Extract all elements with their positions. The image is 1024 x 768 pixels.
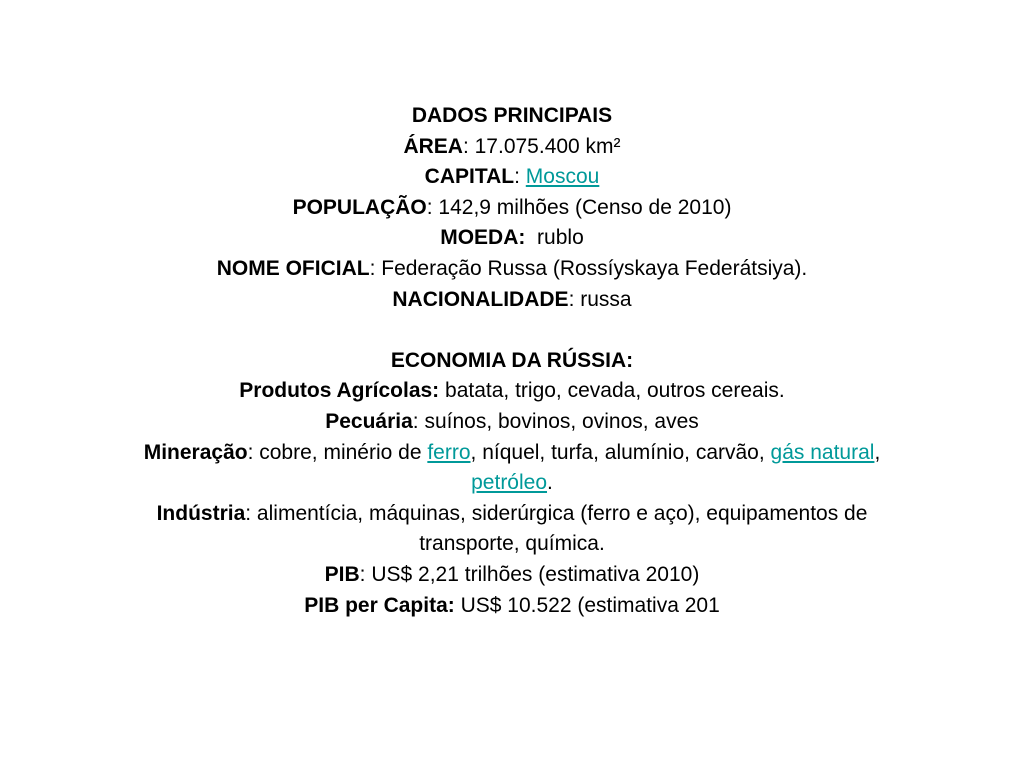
moeda-value: rublo [525,226,584,250]
section-spacer [40,315,984,346]
industria-line-2 [40,529,984,560]
industria-text-1: : alimentícia, máquinas, siderúrgica (ferro e aço), equipamentos de [245,501,868,525]
pecuaria-label: Pecuária [325,409,413,433]
pib-value: US$ 2,21 trilhões (estimativa 2010) [371,562,700,586]
mineracao-label: Mineração [143,440,248,464]
mineracao-link-petroleo[interactable]: petróleo [471,471,548,495]
nome-oficial-label: NOME OFICIAL [216,256,370,280]
populacao-label: POPULAÇÃO [292,195,427,219]
mineracao-link-ferro[interactable]: ferro [427,440,471,464]
industria-text-2: transporte, química. [419,532,605,556]
pib-line [40,560,984,591]
nacionalidade-sep: : [568,287,581,311]
mineracao-text-1: : cobre, minério de [247,440,428,464]
mineracao-line-1 [40,438,984,469]
nome-oficial-value: Federação Russa (Rossíyskaya Federátsiya). [381,256,808,280]
capital-line [40,162,984,193]
area-value: 17.075.400 km² [474,134,621,158]
industria-line-1 [40,499,984,530]
nome-oficial-sep: : [369,256,382,280]
dados-heading: DADOS PRINCIPAIS [411,104,613,127]
pib-label: PIB [324,562,360,586]
capital-link-moscou[interactable]: Moscou [525,165,600,189]
economia-heading-line [40,346,984,377]
mineracao-text-4: . [547,471,553,495]
area-line [40,132,984,163]
pib-per-capita-line [40,591,984,622]
nome-oficial-line [40,254,984,285]
pib-sep: : [359,562,372,586]
area-sep: : [462,134,475,158]
area-label: ÁREA [403,134,463,158]
pecuaria-value: suínos, bovinos, ovinos, aves [424,409,699,433]
agricolas-value: batata, trigo, cevada, outros cereais. [439,379,785,403]
pib-per-capita-label: PIB per Capita: [304,593,455,617]
moeda-line [40,223,984,254]
pib-per-capita-value: US$ 10.522 (estimativa 201 [454,593,720,617]
nacionalidade-line [40,285,984,316]
nacionalidade-label: NACIONALIDADE [392,287,569,311]
slide-text-block [40,101,984,621]
economia-heading: ECONOMIA DA RÚSSIA: [390,348,634,372]
agricolas-label: Produtos Agrícolas: [239,379,440,403]
industria-label: Indústria [156,501,246,525]
pecuaria-line [40,407,984,438]
mineracao-line-2 [40,468,984,499]
agricolas-line [40,376,984,407]
populacao-value: 142,9 milhões (Censo de 2010) [438,195,732,219]
populacao-line [40,193,984,224]
mineracao-text-2: , níquel, turfa, alumínio, carvão, [470,440,771,464]
mineracao-link-gas-natural[interactable]: gás natural [770,440,875,464]
capital-sep: : [514,165,526,189]
populacao-sep: : [426,195,439,219]
pecuaria-sep: : [412,409,425,433]
capital-label: CAPITAL [424,165,515,189]
moeda-label: MOEDA: [440,226,526,250]
nacionalidade-value: russa [580,287,632,311]
dados-heading-line [40,101,984,132]
mineracao-text-3: , [874,440,881,464]
